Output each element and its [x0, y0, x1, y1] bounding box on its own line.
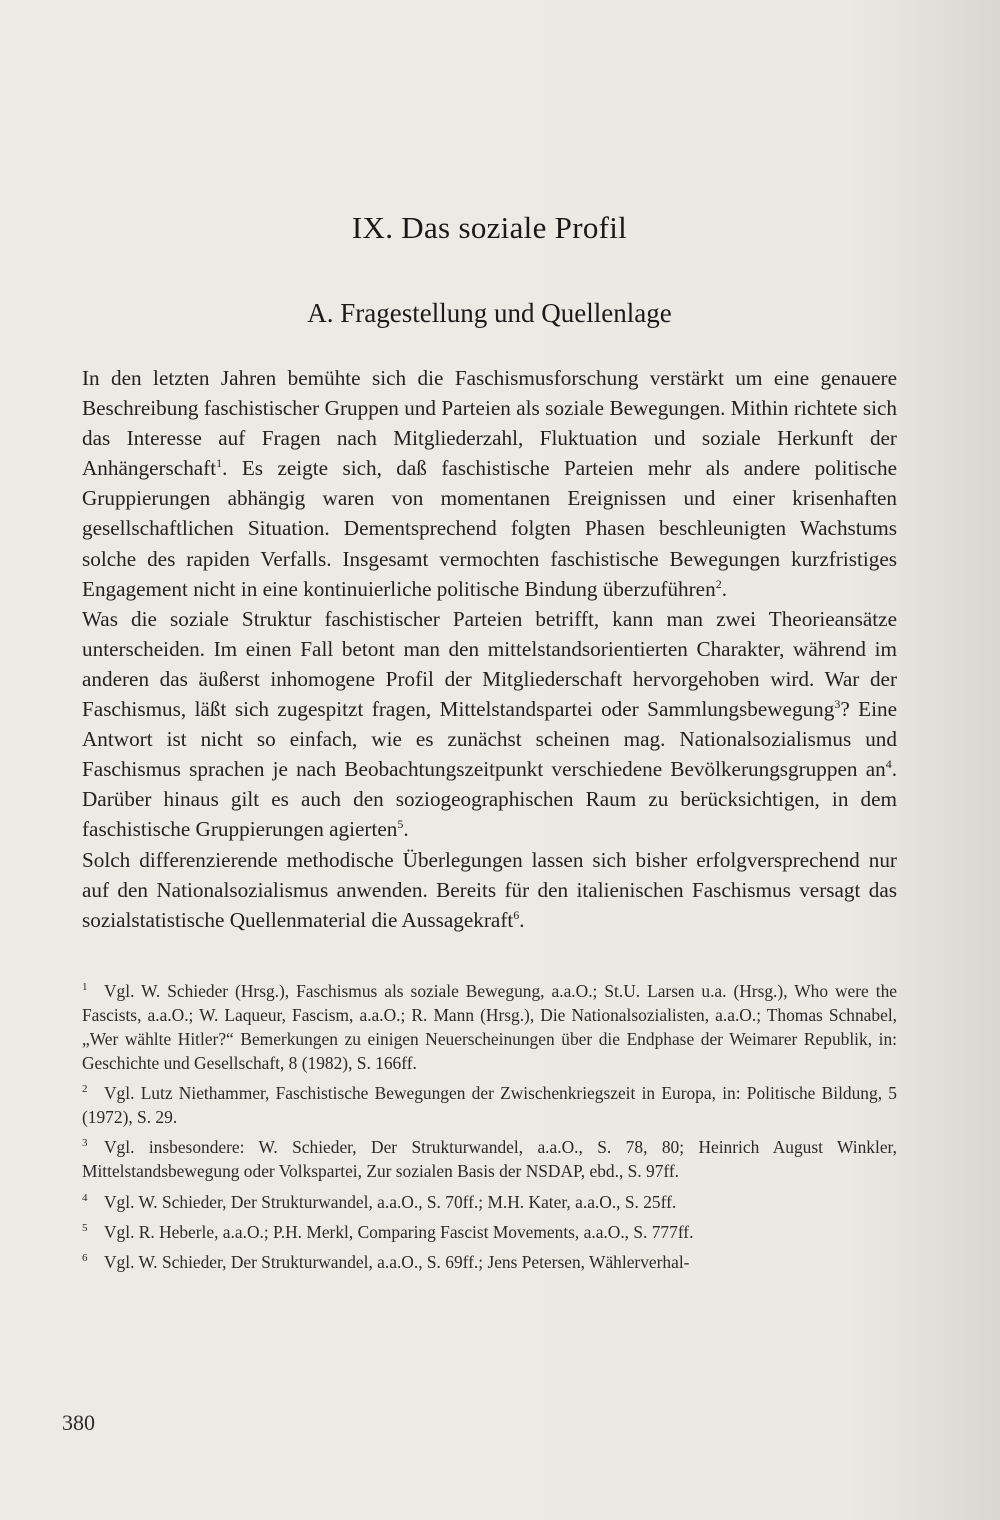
paragraph-text: ? Eine Antwort ist nicht so einfach, wie es zunächst scheinen mag. Nationalsozialismus und Faschismus sprachen je nach Beobachtungszeitpunkt verschiedene Bevölkerungsgruppen an [82, 697, 898, 782]
footnote-number: 1 [82, 980, 88, 993]
page-content [82, 210, 897, 1276]
paragraph-text: Was die soziale Struktur faschistischer Parteien betrifft, kann man zwei Theorieansätze unterscheiden. Im einen Fall betont man den mittelstandsorientierten Charakter, während im anderen das äußerst inhomogene Profil der Mitgliederschaft hervorgehoben wird. War der Faschismus, läßt sich zugespitzt fragen, Mittelstandspartei oder Sammlungsbewegung [82, 606, 897, 722]
footnote-text: Vgl. W. Schieder, Der Strukturwandel, a.a.O., S. 69ff.; Jens Petersen, Wählerverhal- [104, 1251, 690, 1272]
body-text [82, 363, 897, 935]
footnote-ref: 6 [513, 907, 520, 922]
footnote-text: Vgl. W. Schieder, Der Strukturwandel, a.a.O., S. 70ff.; M.H. Kater, a.a.O., S. 25ff. [104, 1191, 677, 1212]
paragraph-text: . Darüber hinaus gilt es auch den soziogeographischen Raum zu berücksichtigen, in dem faschistische Gruppierungen agierten [82, 757, 897, 842]
section-title: A. Fragestellung und Quellenlage [307, 298, 672, 328]
paragraph-text: . [403, 817, 409, 842]
footnote-number: 5 [82, 1221, 88, 1234]
paragraph-text: In den letzten Jahren bemühte sich die Faschismusforschung verstärkt um eine genauere Beschreibung faschistischer Gruppen und Parteien als soziale Bewegungen. Mithin richtete sich das Interesse auf Fragen nach Mitgliederzahl, Fluktuation und soziale Herkunft der Anhängerschaft [82, 366, 897, 481]
footnote [82, 1216, 897, 1244]
footnote-ref: 5 [397, 817, 404, 832]
footnote-number: 4 [82, 1191, 88, 1204]
paragraph-1 [82, 363, 897, 604]
footnote-text: Vgl. Lutz Niethammer, Faschistische Bewegungen der Zwischenkriegszeit in Europa, in: Politische Bildung, 5 (1972), S. 29. [82, 1083, 897, 1128]
footnote-text: Vgl. R. Heberle, a.a.O.; P.H. Merkl, Comparing Fascist Movements, a.a.O., S. 777ff. [104, 1221, 694, 1242]
paragraph-text: . [721, 576, 727, 601]
page-number: 380 [62, 1410, 95, 1435]
chapter-title: IX. Das soziale Profil [351, 210, 628, 245]
footnote [82, 1077, 897, 1129]
footnote-ref: 3 [834, 697, 841, 712]
footnote-number: 6 [82, 1251, 88, 1264]
footnote-number: 2 [82, 1083, 88, 1096]
paragraph-text: . Es zeigte sich, daß faschistische Parteien mehr als andere politische Gruppierungen abhängig waren von momentanen Ereignissen und einer krisenhaften gesellschaftlichen Situation. Dementsprechend folgten Phasen beschleunigten Wachstums solche des rapiden Verfalls. Insgesamt vermochten faschistische Bewegungen kurzfristiges Engagement nicht in eine kontinuierliche politische Bindung überzuführen [82, 456, 897, 601]
footnote [82, 1246, 897, 1274]
footnote [82, 1186, 897, 1214]
paragraph-text: . [519, 907, 525, 932]
paragraph-3 [82, 845, 897, 935]
footnote-text: Vgl. insbesondere: W. Schieder, Der Strukturwandel, a.a.O., S. 78, 80; Heinrich August Winkler, Mittelstandsbewegung oder Volkspartei, Zur sozialen Basis der NSDAP, ebd., S. 97ff. [82, 1137, 897, 1182]
footnote [82, 975, 897, 1075]
paragraph-text: Solch differenzierende methodische Überlegungen lassen sich bisher erfolgversprechend nur auf den Nationalsozialismus anwenden. Bereits für den italienischen Faschismus versagt das sozialstatistische Quellenmaterial die Aussagekraft [82, 847, 897, 932]
footnote-text: Vgl. W. Schieder (Hrsg.), Faschismus als soziale Bewegung, a.a.O.; St.U. Larsen u.a. (Hrsg.), Who were the Fascists, a.a.O.; W. Laqueur, Fascism, a.a.O.; R. Mann (Hrsg.), Die Nationalsozialisten, a.a.O.; Thomas Schnabel, „Wer wählte Hitler?“ Bemerkungen zu einigen Neuerscheinungen über die Endphase der Weimarer Republik, in: Geschichte und Gesellschaft, 8 (1982), S. 166ff. [82, 980, 897, 1074]
footnotes [82, 975, 897, 1274]
footnote [82, 1131, 897, 1183]
footnote-number: 3 [82, 1137, 88, 1150]
footnote-ref: 2 [715, 576, 722, 591]
paragraph-2 [82, 604, 897, 845]
footnote-ref: 1 [216, 456, 223, 471]
footnote-ref: 4 [885, 757, 892, 772]
